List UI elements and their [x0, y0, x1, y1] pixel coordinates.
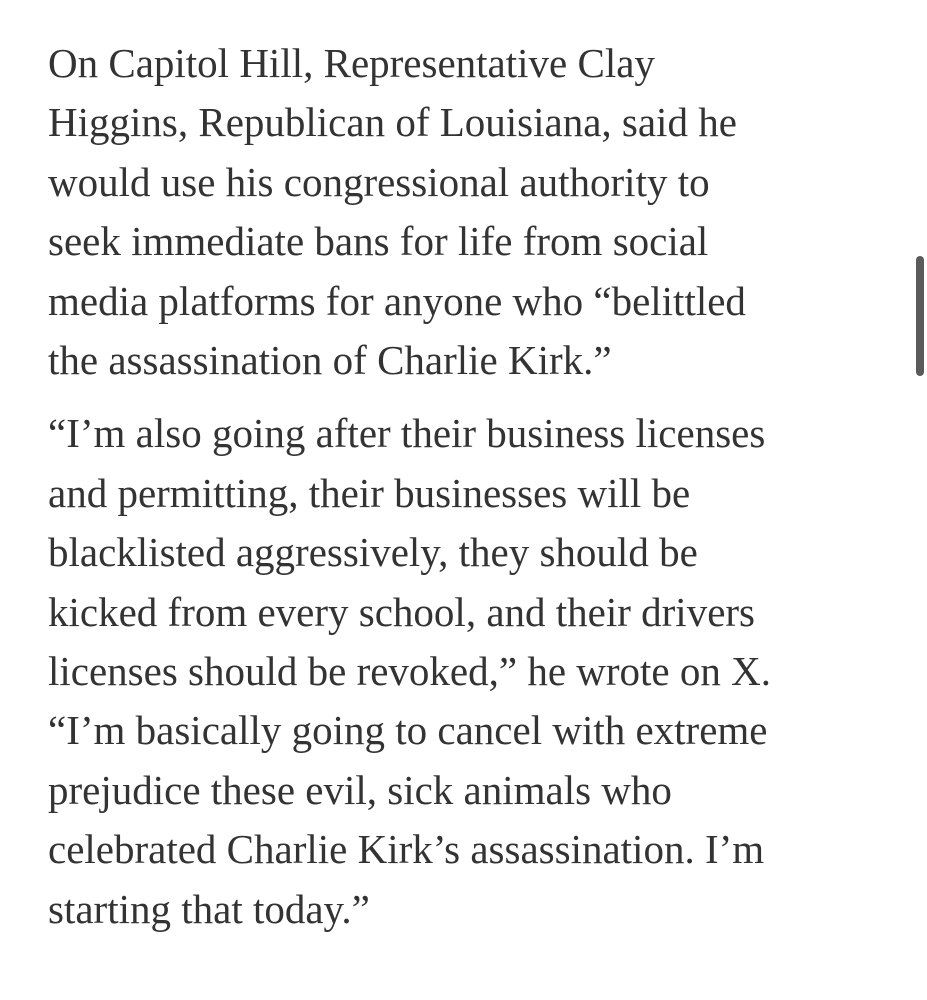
paragraph-line: the assassination of Charlie Kirk.”	[48, 337, 612, 384]
paragraph-line: prejudice these evil, sick animals who	[48, 766, 672, 813]
scrollbar-thumb[interactable]	[916, 256, 924, 376]
paragraph-line: starting that today.”	[48, 885, 370, 932]
article-paragraph	[48, 404, 898, 939]
article-body	[48, 34, 898, 939]
paragraph-line: media platforms for anyone who “belittled	[48, 277, 746, 324]
paragraph-line: and permitting, their businesses will be	[48, 469, 691, 516]
paragraph-line: celebrated Charlie Kirk’s assassination. I’m	[48, 826, 765, 873]
paragraph-line: kicked from every school, and their drivers	[48, 588, 756, 635]
paragraph-line: licenses should be revoked,” he wrote on X.	[48, 648, 771, 695]
article-paragraph	[48, 34, 898, 390]
paragraph-line: On Capitol Hill, Representative Clay	[48, 40, 655, 86]
paragraph-line: would use his congressional authority to	[48, 158, 710, 205]
paragraph-line: Higgins, Republican of Louisiana, said he	[48, 99, 737, 146]
paragraph-line: seek immediate bans for life from social	[48, 218, 709, 265]
paragraph-line: blacklisted aggressively, they should be	[48, 529, 698, 576]
paragraph-line: “I’m also going after their business licenses	[48, 410, 766, 457]
paragraph-line: “I’m basically going to cancel with extreme	[48, 707, 768, 754]
